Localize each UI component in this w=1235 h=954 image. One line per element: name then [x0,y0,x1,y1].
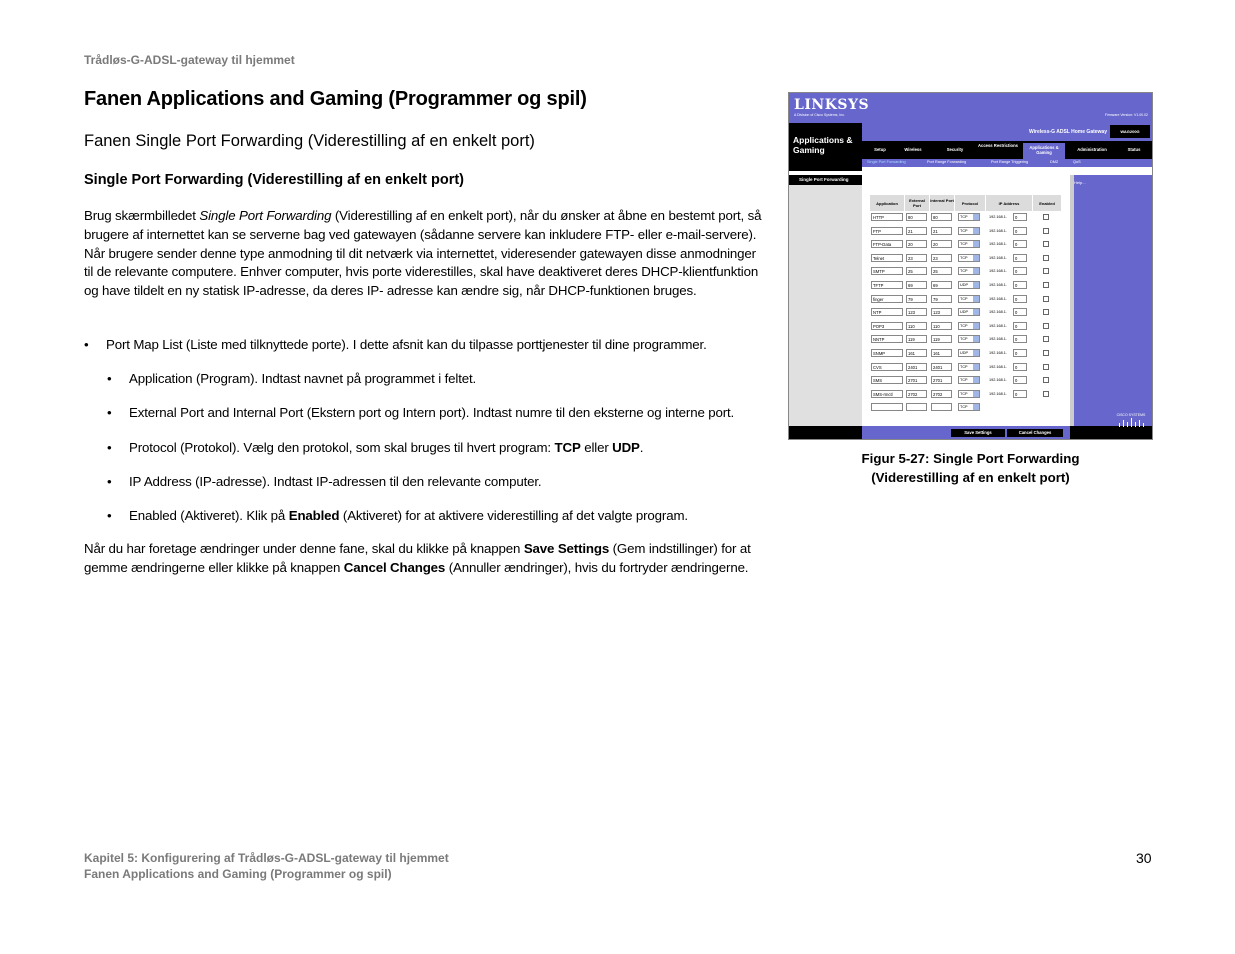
subtab-single-port-forwarding[interactable]: Single Port Forwarding [867,160,906,164]
application-input[interactable]: SNMP [871,349,903,357]
cisco-bridge-icon [1116,417,1146,427]
bullet-symbol: • [107,405,112,420]
tab-security[interactable]: Security [946,147,964,152]
application-input[interactable]: TFTP [871,281,903,289]
subtab-qos[interactable]: QoS [1073,160,1081,164]
intro-paragraph: Brug skærmbilledet Single Port Forwarding (Viderestilling af en enkelt port), når du ønsker at åbne en bestemt port, så brugere af internettet kan se serverne bag ved gatewayen (sådanne servere kan inkludere FTP- eller e-mail-servere). Når brugere sender denne type anmodning til dit netværk via internettet, videresender gatewayen disse anmodninger til de relevante computere. Enhver computer, hvis porte viderestilles, skal have deaktiveret deres DHCP-klientfunktion og have tildelt en ny statisk IP-adresse, da deres IP- adresse kan ændre sig, når DHCP-funktionen bruges. [84,208,762,299]
protocol-select[interactable]: TCP [958,335,980,343]
closing-paragraph: Når du har foretage ændringer under denne fane, skal du klikke på knappen Save Settings (Gem indstillinger) for at gemme ændringerne eller klikke på knappen Cancel Changes (Annuller ændringer), hvis du fortryder ændringerne. [84,541,751,575]
figure-caption: Figur 5-27: Single Port Forwarding (Viderestilling af en enkelt port) [861,451,1080,485]
protocol-select[interactable]: TCP [958,376,980,384]
page-title: Fanen Applications and Gaming (Programmer og spil) [84,88,587,110]
division-text: A Division of Cisco Systems, Inc. [794,113,845,117]
internal-port-input[interactable]: 69 [931,281,952,289]
enabled-checkbox[interactable] [1043,228,1049,234]
protocol-select[interactable]: UDP [958,281,980,289]
linksys-logo: LINKSYS [794,97,870,113]
external-port-input[interactable]: 23 [906,254,927,262]
footer [84,850,449,882]
protocol-select[interactable]: TCP [958,227,980,235]
external-port-input[interactable]: 123 [906,308,927,316]
section-heading: Single Port Forwarding (Viderestilling af en enkelt port) [84,172,465,188]
protocol-select[interactable]: TCP [958,213,980,221]
col-enabled: Enabled [1033,195,1061,211]
protocol-select[interactable]: UDP [958,308,980,316]
col-protocol: Protocol [955,195,985,211]
enabled-checkbox[interactable] [1043,336,1049,342]
page-number: 30 [1136,850,1152,866]
ip-last-octet-input[interactable]: 0 [1013,390,1027,398]
internal-port-input[interactable] [931,403,952,411]
subtab-port-range-forwarding[interactable]: Port Range Forwarding [927,160,967,164]
col-internal-port: Internal Port [930,195,954,211]
col-ip-address: IP Address [986,195,1032,211]
ip-prefix: 192.168.1. [989,310,1007,314]
internal-port-input[interactable]: 110 [931,322,952,330]
enabled-checkbox[interactable] [1043,323,1049,329]
ip-last-octet-input[interactable]: 0 [1013,267,1027,275]
running-header: Trådløs-G-ADSL-gateway til hjemmet [84,53,295,67]
application-input[interactable] [871,403,903,411]
external-port-input[interactable]: 2702 [906,390,927,398]
application-input[interactable]: HTTP [871,213,903,221]
protocol-select[interactable]: TCP [958,390,980,398]
cisco-logo: CISCO SYSTEMS [1114,413,1148,433]
ip-last-octet-input[interactable]: 0 [1013,376,1027,384]
bullet-symbol: • [107,474,112,489]
ip-prefix: 192.168.1. [989,229,1007,233]
bullet-symbol: • [84,337,89,352]
ip-last-octet-input[interactable]: 0 [1013,349,1027,357]
ip-last-octet-input[interactable]: 0 [1013,295,1027,303]
ip-prefix: 192.168.1. [989,256,1007,260]
internal-port-input[interactable]: 2401 [931,363,952,371]
ip-prefix: 192.168.1. [989,283,1007,287]
enabled-checkbox[interactable] [1043,350,1049,356]
figure-screenshot [788,92,1153,440]
application-input[interactable]: CVS [871,363,903,371]
enabled-checkbox[interactable] [1043,391,1049,397]
internal-port-input[interactable]: 2702 [931,390,952,398]
sub-bullet-application: • Application (Program). Indtast navnet på programmet i feltet. [107,370,767,389]
bullet-symbol: • [107,440,112,455]
external-port-input[interactable]: 80 [906,213,927,221]
enabled-checkbox[interactable] [1043,282,1049,288]
external-port-input[interactable]: 110 [906,322,927,330]
ip-prefix: 192.168.1. [989,269,1007,273]
enabled-checkbox[interactable] [1043,309,1049,315]
col-application: Application [870,195,904,211]
enabled-checkbox[interactable] [1043,377,1049,383]
footer-section: Fanen Applications and Gaming (Programmer og spil) [84,867,392,881]
enabled-checkbox[interactable] [1043,296,1049,302]
sub-bullet-ports: • External Port and Internal Port (Ekstern port og Intern port). Indtast numre til den eksterne og interne port. [107,404,767,423]
external-port-input[interactable]: 25 [906,267,927,275]
internal-port-input[interactable]: 2701 [931,376,952,384]
protocol-select[interactable]: UDP [958,349,980,357]
tab-setup[interactable]: Setup [874,147,886,152]
ip-last-octet-input[interactable]: 0 [1013,254,1027,262]
tab-applications-gaming[interactable]: Applications & Gaming [1023,143,1065,159]
ip-last-octet-input[interactable]: 0 [1013,240,1027,248]
external-port-input[interactable]: 79 [906,295,927,303]
sub-bullet-protocol: • Protocol (Protokol). Vælg den protokol, som skal bruges til hvert program: TCP eller UDP. [107,439,767,458]
subtab-port-range-triggering[interactable]: Port Range Triggering [991,160,1029,164]
application-input[interactable]: POP3 [871,322,903,330]
external-port-input[interactable]: 21 [906,227,927,235]
protocol-select[interactable]: TCP [958,363,980,371]
external-port-input[interactable] [906,403,927,411]
application-input[interactable]: SMS [871,376,903,384]
application-input[interactable]: NNTP [871,335,903,343]
enabled-checkbox[interactable] [1043,214,1049,220]
ip-last-octet-input[interactable]: 0 [1013,335,1027,343]
bullet-symbol: • [107,371,112,386]
ip-prefix: 192.168.1. [989,215,1007,219]
section-title: Applications & Gaming [793,135,853,155]
protocol-select[interactable]: TCP [958,295,980,303]
application-input[interactable]: SMS-rmctl [871,390,903,398]
enabled-checkbox[interactable] [1043,255,1049,261]
protocol-select[interactable]: TCP [958,322,980,330]
application-input[interactable]: Telnet [871,254,903,262]
ip-last-octet-input[interactable]: 0 [1013,363,1027,371]
page-subtitle: Fanen Single Port Forwarding (Viderestilling af en enkelt port) [84,132,535,150]
protocol-select[interactable]: TCP [958,254,980,262]
help-panel [1070,175,1153,426]
tab-access-restrictions[interactable]: Access Restrictions [977,143,1019,148]
ip-prefix: 192.168.1. [989,337,1007,341]
ip-last-octet-input[interactable]: 0 [1013,308,1027,316]
ip-prefix: 192.168.1. [989,242,1007,246]
internal-port-input[interactable]: 20 [931,240,952,248]
save-settings-button[interactable]: Save Settings [951,429,1005,437]
protocol-select[interactable]: TCP [958,403,980,411]
enabled-checkbox[interactable] [1043,241,1049,247]
enabled-checkbox[interactable] [1043,268,1049,274]
ip-prefix: 192.168.1. [989,297,1007,301]
col-external-port: External Port [905,195,929,211]
application-input[interactable]: SMTP [871,267,903,275]
ip-last-octet-input[interactable]: 0 [1013,322,1027,330]
protocol-select[interactable]: TCP [958,267,980,275]
internal-port-input[interactable]: 23 [931,254,952,262]
ip-last-octet-input[interactable]: 0 [1013,213,1027,221]
firmware-version: Firmware Version: V1.00.02 [1104,113,1148,117]
external-port-input[interactable]: 2701 [906,376,927,384]
external-port-input[interactable]: 69 [906,281,927,289]
tab-administration[interactable]: Administration [1077,147,1107,152]
application-input[interactable]: NTP [871,308,903,316]
external-port-input[interactable]: 20 [906,240,927,248]
ip-last-octet-input[interactable]: 0 [1013,227,1027,235]
application-input[interactable]: FTP [871,227,903,235]
internal-port-input[interactable]: 80 [931,213,952,221]
ip-prefix: 192.168.1. [989,378,1007,382]
help-link[interactable]: Help... [1074,180,1086,185]
subtab-dmz[interactable]: DMZ [1050,160,1059,164]
ip-prefix: 192.168.1. [989,365,1007,369]
sub-bullet-ip-address: • IP Address (IP-adresse). Indtast IP-adressen til den relevante computer. [107,473,767,492]
ip-prefix: 192.168.1. [989,351,1007,355]
sub-bullet-enabled: • Enabled (Aktiveret). Klik på Enabled (Aktiveret) for at aktivere viderestilling af det valgte program. [107,507,767,526]
enabled-checkbox[interactable] [1043,364,1049,370]
internal-port-input[interactable]: 25 [931,267,952,275]
internal-port-input[interactable]: 119 [931,335,952,343]
application-input[interactable]: FTP-Data [871,240,903,248]
cancel-changes-button[interactable]: Cancel Changes [1007,429,1063,437]
tab-wireless[interactable]: Wireless [904,147,922,152]
tab-status[interactable]: Status [1127,147,1141,152]
footer-chapter: Kapitel 5: Konfigurering af Trådløs-G-ADSL-gateway til hjemmet [84,851,449,865]
ip-last-octet-input[interactable]: 0 [1013,281,1027,289]
application-input[interactable]: finger [871,295,903,303]
bullet-symbol: • [107,508,112,523]
model-badge: WAG200G [1110,125,1150,138]
internal-port-input[interactable]: 161 [931,349,952,357]
internal-port-input[interactable]: 79 [931,295,952,303]
bullet-port-map-list: • Port Map List (Liste med tilknyttede porte). I dette afsnit kan du tilpasse porttjenester til dine programmer. [84,336,764,355]
external-port-input[interactable]: 119 [906,335,927,343]
internal-port-input[interactable]: 123 [931,308,952,316]
external-port-input[interactable]: 2401 [906,363,927,371]
external-port-input[interactable]: 161 [906,349,927,357]
ip-prefix: 192.168.1. [989,324,1007,328]
left-heading: Single Port Forwarding [789,175,862,185]
product-name: Wireless-G ADSL Home Gateway [1028,129,1107,135]
internal-port-input[interactable]: 21 [931,227,952,235]
protocol-select[interactable]: TCP [958,240,980,248]
ip-prefix: 192.168.1. [989,392,1007,396]
